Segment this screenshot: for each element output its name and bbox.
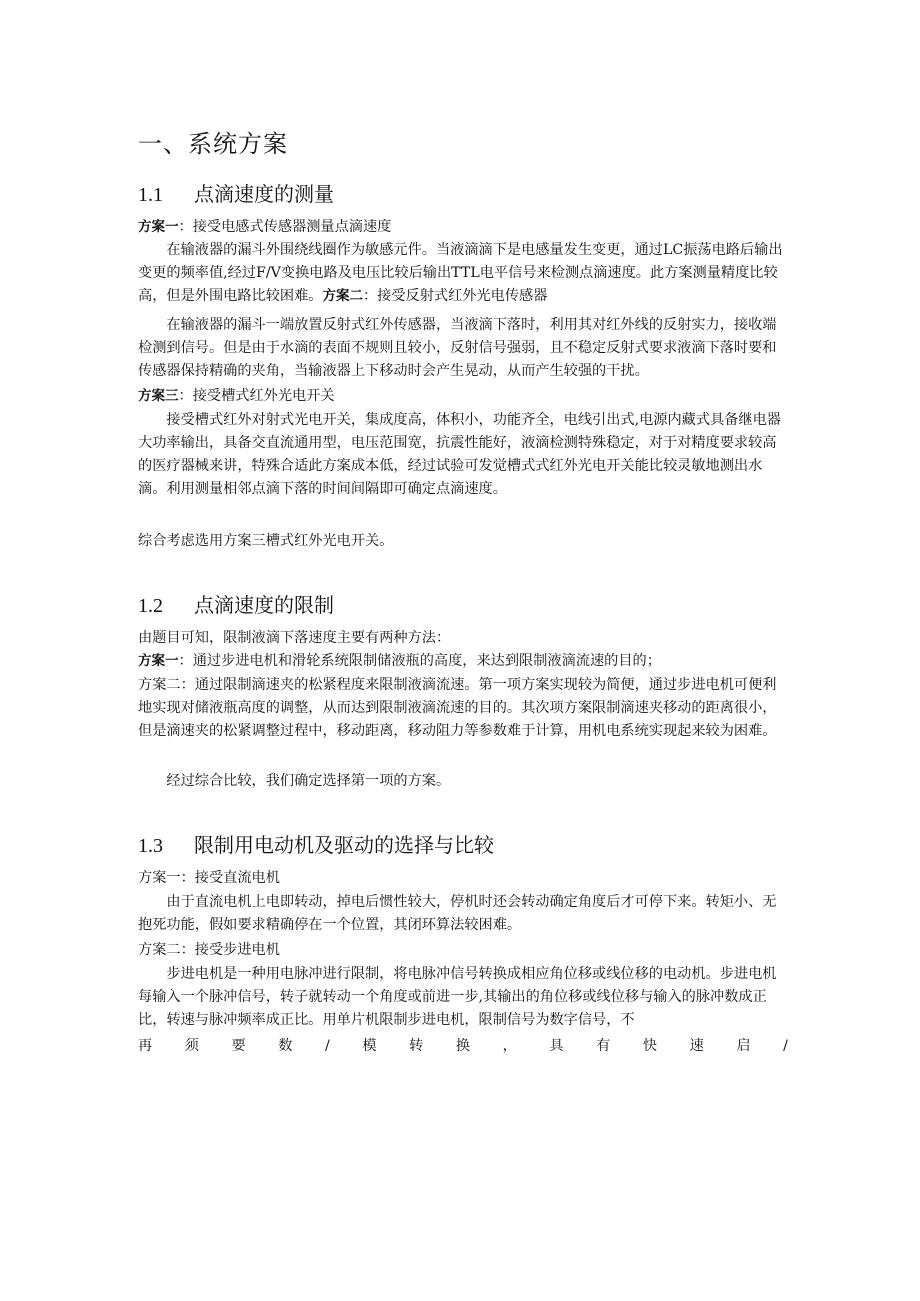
scheme-label: 方案一 bbox=[138, 219, 179, 235]
section-title: 一、系统方案 bbox=[138, 130, 288, 158]
paragraph: 由题目可知，限制液滴下落速度主要有两种方法： bbox=[138, 630, 451, 646]
heading-number: 1.1 bbox=[138, 184, 163, 206]
paragraph: 方案一：接受直流电机 bbox=[138, 870, 280, 886]
heading-number: 1.3 bbox=[138, 835, 163, 857]
paragraph: 方案二：通过限制滴速夹的松紧程度来限制液滴流速。第一项方案实现较为简便，通过步进电机可便利地实现对储液瓶高度的调整，从而达到限制液滴流速的目的。其次项方案限制滴速夹移动的距离很小，但是滴速夹的松紧调整过程中，移动距离，移动阻力等参数难于计算，用机电系统实现起来较为困难。 bbox=[138, 677, 777, 739]
paragraph: 方案一：接受电感式传感器测量点滴速度 bbox=[138, 219, 392, 235]
scheme-label: 方案三 bbox=[138, 388, 179, 404]
paragraph: 方案一：通过步进电机和滑轮系统限制储液瓶的高度，来达到限制液滴流速的目的； bbox=[138, 653, 661, 669]
heading-number: 1.2 bbox=[138, 595, 163, 617]
paragraph: 方案二：接受步进电机 bbox=[138, 942, 280, 958]
paragraph: 方案三：接受槽式红外光电开关 bbox=[138, 388, 335, 404]
paragraph: 步进电机是一种用电脉冲进行限制，将电脉冲信号转换成相应角位移或线位移的电动机。步进电机每输入一个脉冲信号，转子就转动一个角度或前进一步,其输出的角位移或线位移与输入的脉冲数成正比，转速与脉冲频率成正比。用单片机限制步进电机，限制信号为数字信号，不 bbox=[138, 966, 777, 1028]
heading-title: 限制用电动机及驱动的选择与比较 bbox=[194, 833, 494, 857]
heading-title: 点滴速度的限制 bbox=[194, 593, 334, 617]
justified-line: 再 须 要 数 / 模 转 换 ， 具 有 快 速 启 / bbox=[138, 1038, 788, 1054]
paragraph: 由于直流电机上电即转动，掉电后惯性较大，停机时还会转动确定角度后才可停下来。转矩小、无抱死功能，假如要求精确停在一个位置，其闭环算法较困难。 bbox=[138, 894, 777, 933]
heading-1-2 bbox=[138, 589, 788, 618]
heading-title: 点滴速度的测量 bbox=[194, 182, 334, 206]
paragraph: 综合考虑选用方案三槽式红外光电开关。 bbox=[138, 533, 394, 549]
paragraph: 在输液器的漏斗外围绕线圈作为敏感元件。当液滴滴下是电感量发生变更，通过LC振荡电路后输出变更的频率值,经过F/V变换电路及电压比较后输出TTL电平信号来检测点滴速度。此方案测量精度比较高，但是外围电路比较困难。方案二：接受反射式红外光电传感器 bbox=[138, 242, 783, 304]
heading-1-3 bbox=[138, 829, 788, 858]
paragraph: 经过综合比较，我们确定选择第一项的方案。 bbox=[166, 773, 451, 789]
paragraph: 接受槽式红外对射式光电开关，集成度高，体积小，功能齐全，电线引出式,电源内藏式具备继电器大功率输出，具备交直流通用型，电压范围宽，抗震性能好，液滴检测特殊稳定，对于对精度要求较高的医疗器械来讲，特殊合适此方案成本低，经过试验可发觉槽式式红外光电开关能比较灵敏地测出水滴。利用测量相邻点滴下落的时间间隔即可确定点滴速度。 bbox=[138, 412, 781, 497]
heading-1-1 bbox=[138, 178, 788, 207]
scheme-label: 方案一 bbox=[138, 653, 179, 669]
paragraph: 在输液器的漏斗一端放置反射式红外传感器，当液滴下落时，利用其对红外线的反射实力，接收端检测到信号。但是由于水滴的表面不规则且较小，反射信号强弱，且不稳定反射式要求液滴下落时要和传感器保持精确的夹角，当输液器上下移动时会产生晃动，从而产生较强的干扰。 bbox=[138, 317, 777, 379]
scheme-label: 方案二 bbox=[322, 288, 363, 304]
